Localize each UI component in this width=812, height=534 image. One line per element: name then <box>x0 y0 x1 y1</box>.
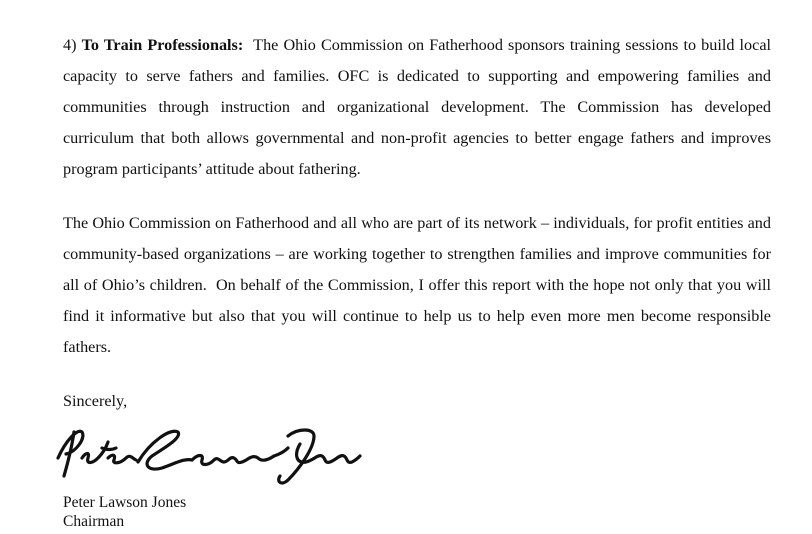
paragraph-number: 4) <box>63 36 82 54</box>
signer-title: Chairman <box>63 513 125 530</box>
closing-salutation: Sincerely, <box>63 392 128 410</box>
letter-body <box>63 30 776 363</box>
signer-block <box>63 493 186 531</box>
handwritten-signature <box>52 418 362 490</box>
paragraph-heading: To Train Professionals: <box>81 36 244 54</box>
paragraph-text: The Ohio Commission on Fatherhood sponsors training sessions to build local capacity to serve fathers and families. OFC is dedicated to supporting and empowering families and communities through instruction and organizational development. The Commission has developed curriculum that both allows governmental and non-profit agencies to better engage fathers and improves program participants’ attitude about fathering. <box>63 36 776 178</box>
paragraph-train-professionals <box>63 30 776 185</box>
signer-name: Peter Lawson Jones <box>63 494 187 511</box>
paragraph-network: The Ohio Commission on Fatherhood and all who are part of its network – individuals, for profit entities and community-based organizations – are working together to strengthen families and improve communities for all of Ohio’s children. On behalf of the Commission, I offer this report with the hope not only that you will find it informative but also that you will continue to help us to help even more men become responsible fathers. <box>63 214 776 356</box>
